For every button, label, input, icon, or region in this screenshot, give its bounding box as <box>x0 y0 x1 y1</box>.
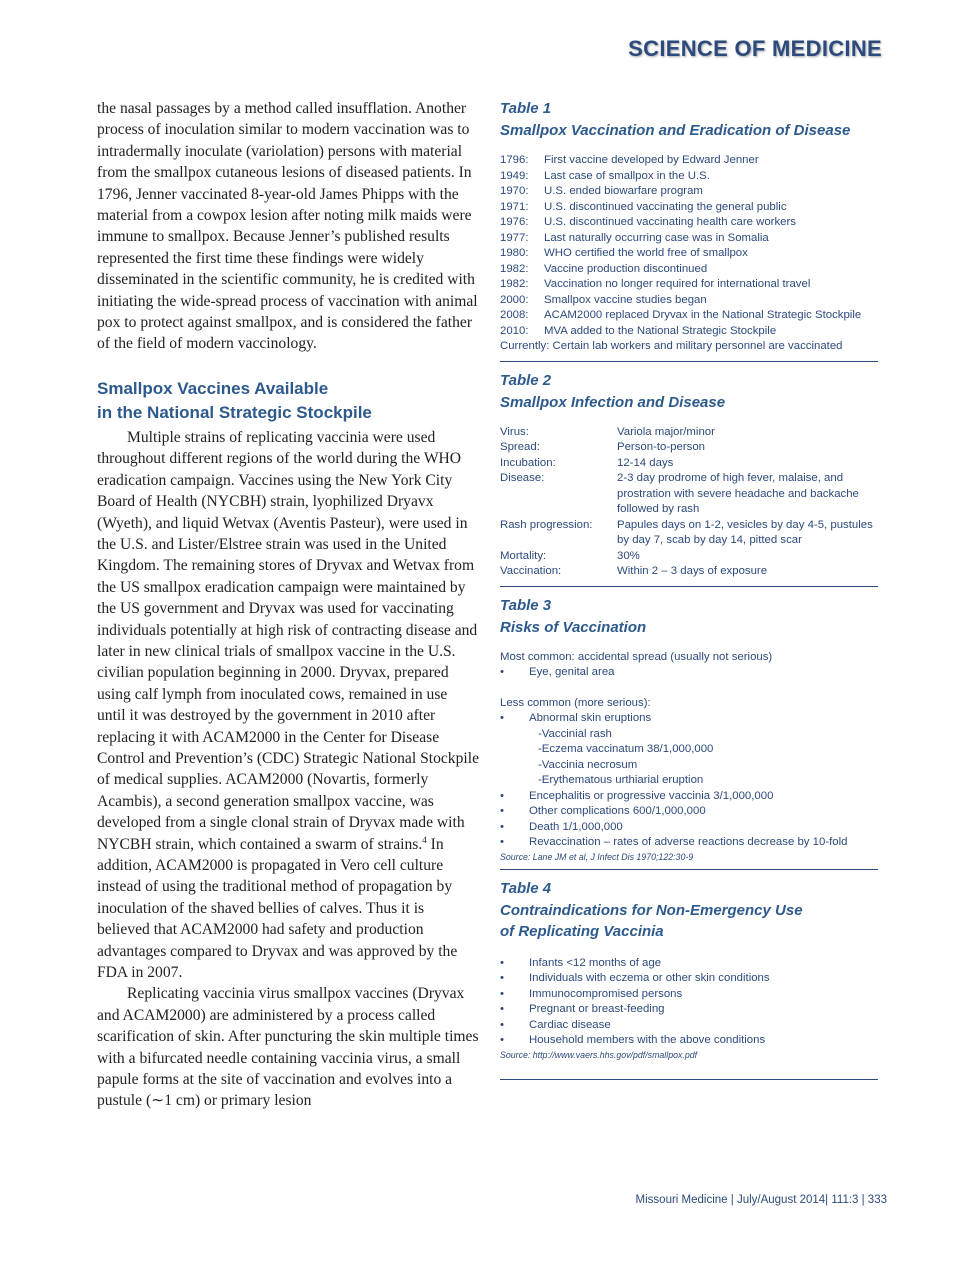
table-cell-event: Vaccination no longer required for international travel <box>544 278 811 290</box>
sidebar-tables <box>500 98 878 1088</box>
list-item-text: Individuals with eczema or other skin conditions <box>529 972 770 984</box>
table-source: Source: http://www.vaers.hhs.gov/pdf/smallpox.pdf <box>500 1049 698 1060</box>
table-row <box>500 215 878 231</box>
list-item <box>500 711 878 727</box>
list-item-text: Eye, genital area <box>529 666 615 678</box>
table-cell-event: ACAM2000 replaced Dryvax in the National Strategic Stockpile <box>544 309 862 321</box>
table-cell-year: 1970: <box>500 185 529 197</box>
table-cell-value: Variola major/minor <box>617 425 715 438</box>
bullet: • <box>500 666 504 678</box>
list-item-text: Revaccination – rates of adverse reactions decrease by 10-fold <box>529 836 848 848</box>
paragraph-text: In addition, ACAM2000 is propagated in Vero cell culture instead of using the traditional method of propagation by inoculation of the shaved bellies of calves. Thus it is believed that ACAM2000 had safety and production advantages compared to Dryvax and was approved by the FDA in 2007. <box>97 835 458 982</box>
list-item <box>500 835 878 851</box>
bullet: • <box>500 1034 504 1046</box>
table-cell-year: 2010: <box>500 324 529 337</box>
bullet: • <box>500 987 504 1000</box>
table-cell-key: Disease: <box>500 472 545 484</box>
table-row <box>500 293 878 309</box>
table-cell-key: Incubation: <box>500 456 556 469</box>
table-2 <box>500 370 878 587</box>
sub-list-item: -Eczema vaccinatum 38/1,000,000 <box>538 743 714 755</box>
list-item-text: Pregnant or breast-feeding <box>529 1003 665 1015</box>
reference-superscript: 4 <box>422 834 427 845</box>
table-row <box>500 518 878 549</box>
table-4-list <box>500 956 878 1049</box>
table-cell-event: Vaccine production discontinued <box>544 262 708 275</box>
list-item-text: Cardiac disease <box>529 1018 611 1031</box>
table-row <box>500 456 878 472</box>
sub-list-item: -Vaccinia necrosum <box>538 758 638 771</box>
table-row <box>500 440 878 456</box>
article-body <box>97 98 479 1112</box>
table-cell-key: Vaccination: <box>500 565 562 577</box>
table-cell-value: 2-3 day prodrome of high fever, malaise, and prostration with severe headache and backache followed by rash <box>617 472 859 515</box>
bullet: • <box>500 1003 504 1015</box>
table-row <box>500 169 878 185</box>
section-heading-line: in the National Strategic Stockpile <box>97 402 372 422</box>
table-cell-key: Spread: <box>500 441 540 453</box>
table-row <box>500 339 878 355</box>
table-source: Source: Lane JM et al, J Infect Dis 1970;122:30-9 <box>500 851 694 862</box>
table-row <box>500 246 878 262</box>
table-cell-year: 1980: <box>500 247 529 259</box>
table-cell-key: Mortality: <box>500 549 547 562</box>
list-item <box>500 1002 878 1018</box>
list-item <box>500 820 878 836</box>
table-cell-year: 1796: <box>500 154 529 166</box>
table-cell-year: 1982: <box>500 262 529 275</box>
table-cell-value: 12-14 days <box>617 456 674 469</box>
table-row <box>500 549 878 565</box>
sub-list <box>500 727 878 789</box>
table-cell-value: Person-to-person <box>617 441 706 453</box>
table-2-rows <box>500 425 878 580</box>
table-row <box>500 471 878 518</box>
table-1-rows <box>500 153 878 339</box>
table-row <box>500 324 878 340</box>
table-title-line: of Replicating Vaccinia <box>500 922 664 940</box>
table-cell-event: Smallpox vaccine studies began <box>544 293 707 306</box>
bullet: • <box>500 805 504 817</box>
table-title: Smallpox Vaccination and Eradication of Disease <box>500 122 851 139</box>
table-cell-event: MVA added to the National Strategic Stockpile <box>544 324 777 337</box>
bullet: • <box>500 1018 504 1031</box>
paragraph <box>97 427 479 984</box>
table-cell-year: 2008: <box>500 309 529 321</box>
paragraph: the nasal passages by a method called insufflation. Another process of inoculation similar to modern vaccination was to intradermally inoculate (variolation) persons with material from the smallpox cutaneous lesions of diseased patients. In 1796, Jenner vaccinated 8-year-old James Phipps with the material from a cowpox lesion after noting milk maids were immune to smallpox. Because Jenner’s published results represented the first time these findings were widely disseminated in the scientific community, he is credited with initiating the wide-spread process of vaccination with animal pox to protect against smallpox, and is considered the father of the field of modern vaccinology. <box>97 100 478 353</box>
list-item-text: Death 1/1,000,000 <box>529 820 623 833</box>
table-cell-event: U.S. discontinued vaccinating health care workers <box>544 216 796 228</box>
table-row <box>500 564 878 580</box>
table-3-list <box>500 650 878 851</box>
table-number: Table 2 <box>500 371 552 389</box>
paragraph-text: Multiple strains of replicating vaccinia were used throughout different regions of the world during the WHO eradication campaign. Vaccines using the New York City Board of Health (NYCBH) strain, lyophilized Dryavx (Wyeth), and liquid Wetvax (Aventis Pasteur), were used in the U.S. and Lister/Elstree strain was used in the United Kingdom. The remaining stores of Dryvax and Wetvax from the US smallpox eradication campaign were maintained by the US government and Dryvax was used for vaccinating individuals potentially at high risk of contracting disease and later in new clinical trials of smallpox vaccine in the U.S. civilian population beginning in 2000. Dryvax, prepared using calf lymph from inoculated cows, remained in use until it was destroyed by the government in 2010 after replacing it with ACAM2000 in the Center for Disease Control and Prevention’s (CDC) Strategic National Stockpile of medical supplies. ACAM2000 (Novartis, formerly Acambis), a second generation smallpox vaccine, was developed from a single clonal strain of Dryvax made with NYCBH strain, which contained a swarm of strains. <box>97 428 479 853</box>
list-item <box>500 971 878 987</box>
table-cell-event: U.S. ended biowarfare program <box>544 185 703 197</box>
list-item <box>500 987 878 1003</box>
table-row <box>500 153 878 169</box>
table-row <box>500 425 878 441</box>
table-number: Table 3 <box>500 596 552 614</box>
table-cell-year: 2000: <box>500 293 529 306</box>
list-heading: Less common (more serious): <box>500 696 651 709</box>
table-cell-event: Last case of smallpox in the U.S. <box>544 169 710 182</box>
table-title <box>500 900 878 942</box>
table-cell-year: 1982: <box>500 278 529 290</box>
table-row <box>500 262 878 278</box>
list-item <box>500 789 878 805</box>
table-3 <box>500 595 878 870</box>
table-cell-value: Papules days on 1-2, vesicles by day 4-5, pustules by day 7, scab by day 14, pitted scar <box>617 518 873 546</box>
table-row <box>500 277 878 293</box>
sub-list-item: -Vaccinial rash <box>538 727 612 740</box>
table-row <box>500 308 878 324</box>
bullet: • <box>500 972 504 984</box>
list-item-text: Encephalitis or progressive vaccinia 3/1,000,000 <box>529 789 774 802</box>
list-item-text: Abnormal skin eruptions <box>529 712 652 724</box>
table-1 <box>500 98 878 362</box>
table-cell: Currently: Certain lab workers and military personnel are vaccinated <box>500 340 843 352</box>
table-number: Table 1 <box>500 100 552 117</box>
list-group <box>500 665 878 681</box>
table-cell-value: Within 2 – 3 days of exposure <box>617 565 768 577</box>
table-cell-key: Rash progression: <box>500 518 593 531</box>
table-cell-key: Virus: <box>500 425 529 438</box>
list-item <box>500 804 878 820</box>
table-cell-event: First vaccine developed by Edward Jenner <box>544 154 759 166</box>
list-item-text: Household members with the above conditions <box>529 1034 766 1046</box>
table-title: Smallpox Infection and Disease <box>500 393 726 411</box>
list-item <box>500 665 878 681</box>
table-cell-event: Last naturally occurring case was in Somalia <box>544 231 769 244</box>
list-heading: Most common: accidental spread (usually not serious) <box>500 650 773 663</box>
list-item <box>500 956 878 972</box>
table-4 <box>500 878 878 1080</box>
bullet: • <box>500 820 504 833</box>
table-cell-year: 1949: <box>500 169 529 182</box>
list-item <box>500 1033 878 1049</box>
running-header: SCIENCE OF MEDICINE <box>628 36 882 61</box>
table-cell-value: 30% <box>617 549 640 562</box>
bullet: • <box>500 956 504 969</box>
section-heading-line: Smallpox Vaccines Available <box>97 378 329 398</box>
section-heading <box>97 377 479 425</box>
table-title: Risks of Vaccination <box>500 618 647 636</box>
table-row <box>500 231 878 247</box>
table-cell-year: 1976: <box>500 216 529 228</box>
table-cell-event: WHO certified the world free of smallpox <box>544 247 748 259</box>
paragraph: Replicating vaccinia virus smallpox vaccines (Dryvax and ACAM2000) are administered by a process called scarification of skin. After puncturing the skin multiple times with a bifurcated needle containing vaccinia virus, a small papule forms at the site of vaccination and evolves into a pustule (∼1 cm) or primary lesion <box>97 985 479 1110</box>
table-title-line: Contraindications for Non-Emergency Use <box>500 901 803 919</box>
table-cell-year: 1977: <box>500 231 529 244</box>
list-item <box>500 1018 878 1034</box>
list-item-text: Immunocompromised persons <box>529 987 683 1000</box>
table-row <box>500 200 878 216</box>
table-cell-event: U.S. discontinued vaccinating the general public <box>544 200 787 213</box>
list-item-text: Infants <12 months of age <box>529 956 662 969</box>
table-number: Table 4 <box>500 879 552 897</box>
bullet: • <box>500 836 504 848</box>
page-footer: Missouri Medicine | July/August 2014| 111:3 | 333 <box>635 1194 887 1206</box>
bullet: • <box>500 712 504 724</box>
list-group <box>500 789 878 851</box>
table-row <box>500 184 878 200</box>
table-cell-year: 1971: <box>500 200 529 213</box>
list-item-text: Other complications 600/1,000,000 <box>529 805 706 817</box>
sub-list-item: -Erythematous urthiarial eruption <box>538 774 704 786</box>
bullet: • <box>500 789 504 802</box>
